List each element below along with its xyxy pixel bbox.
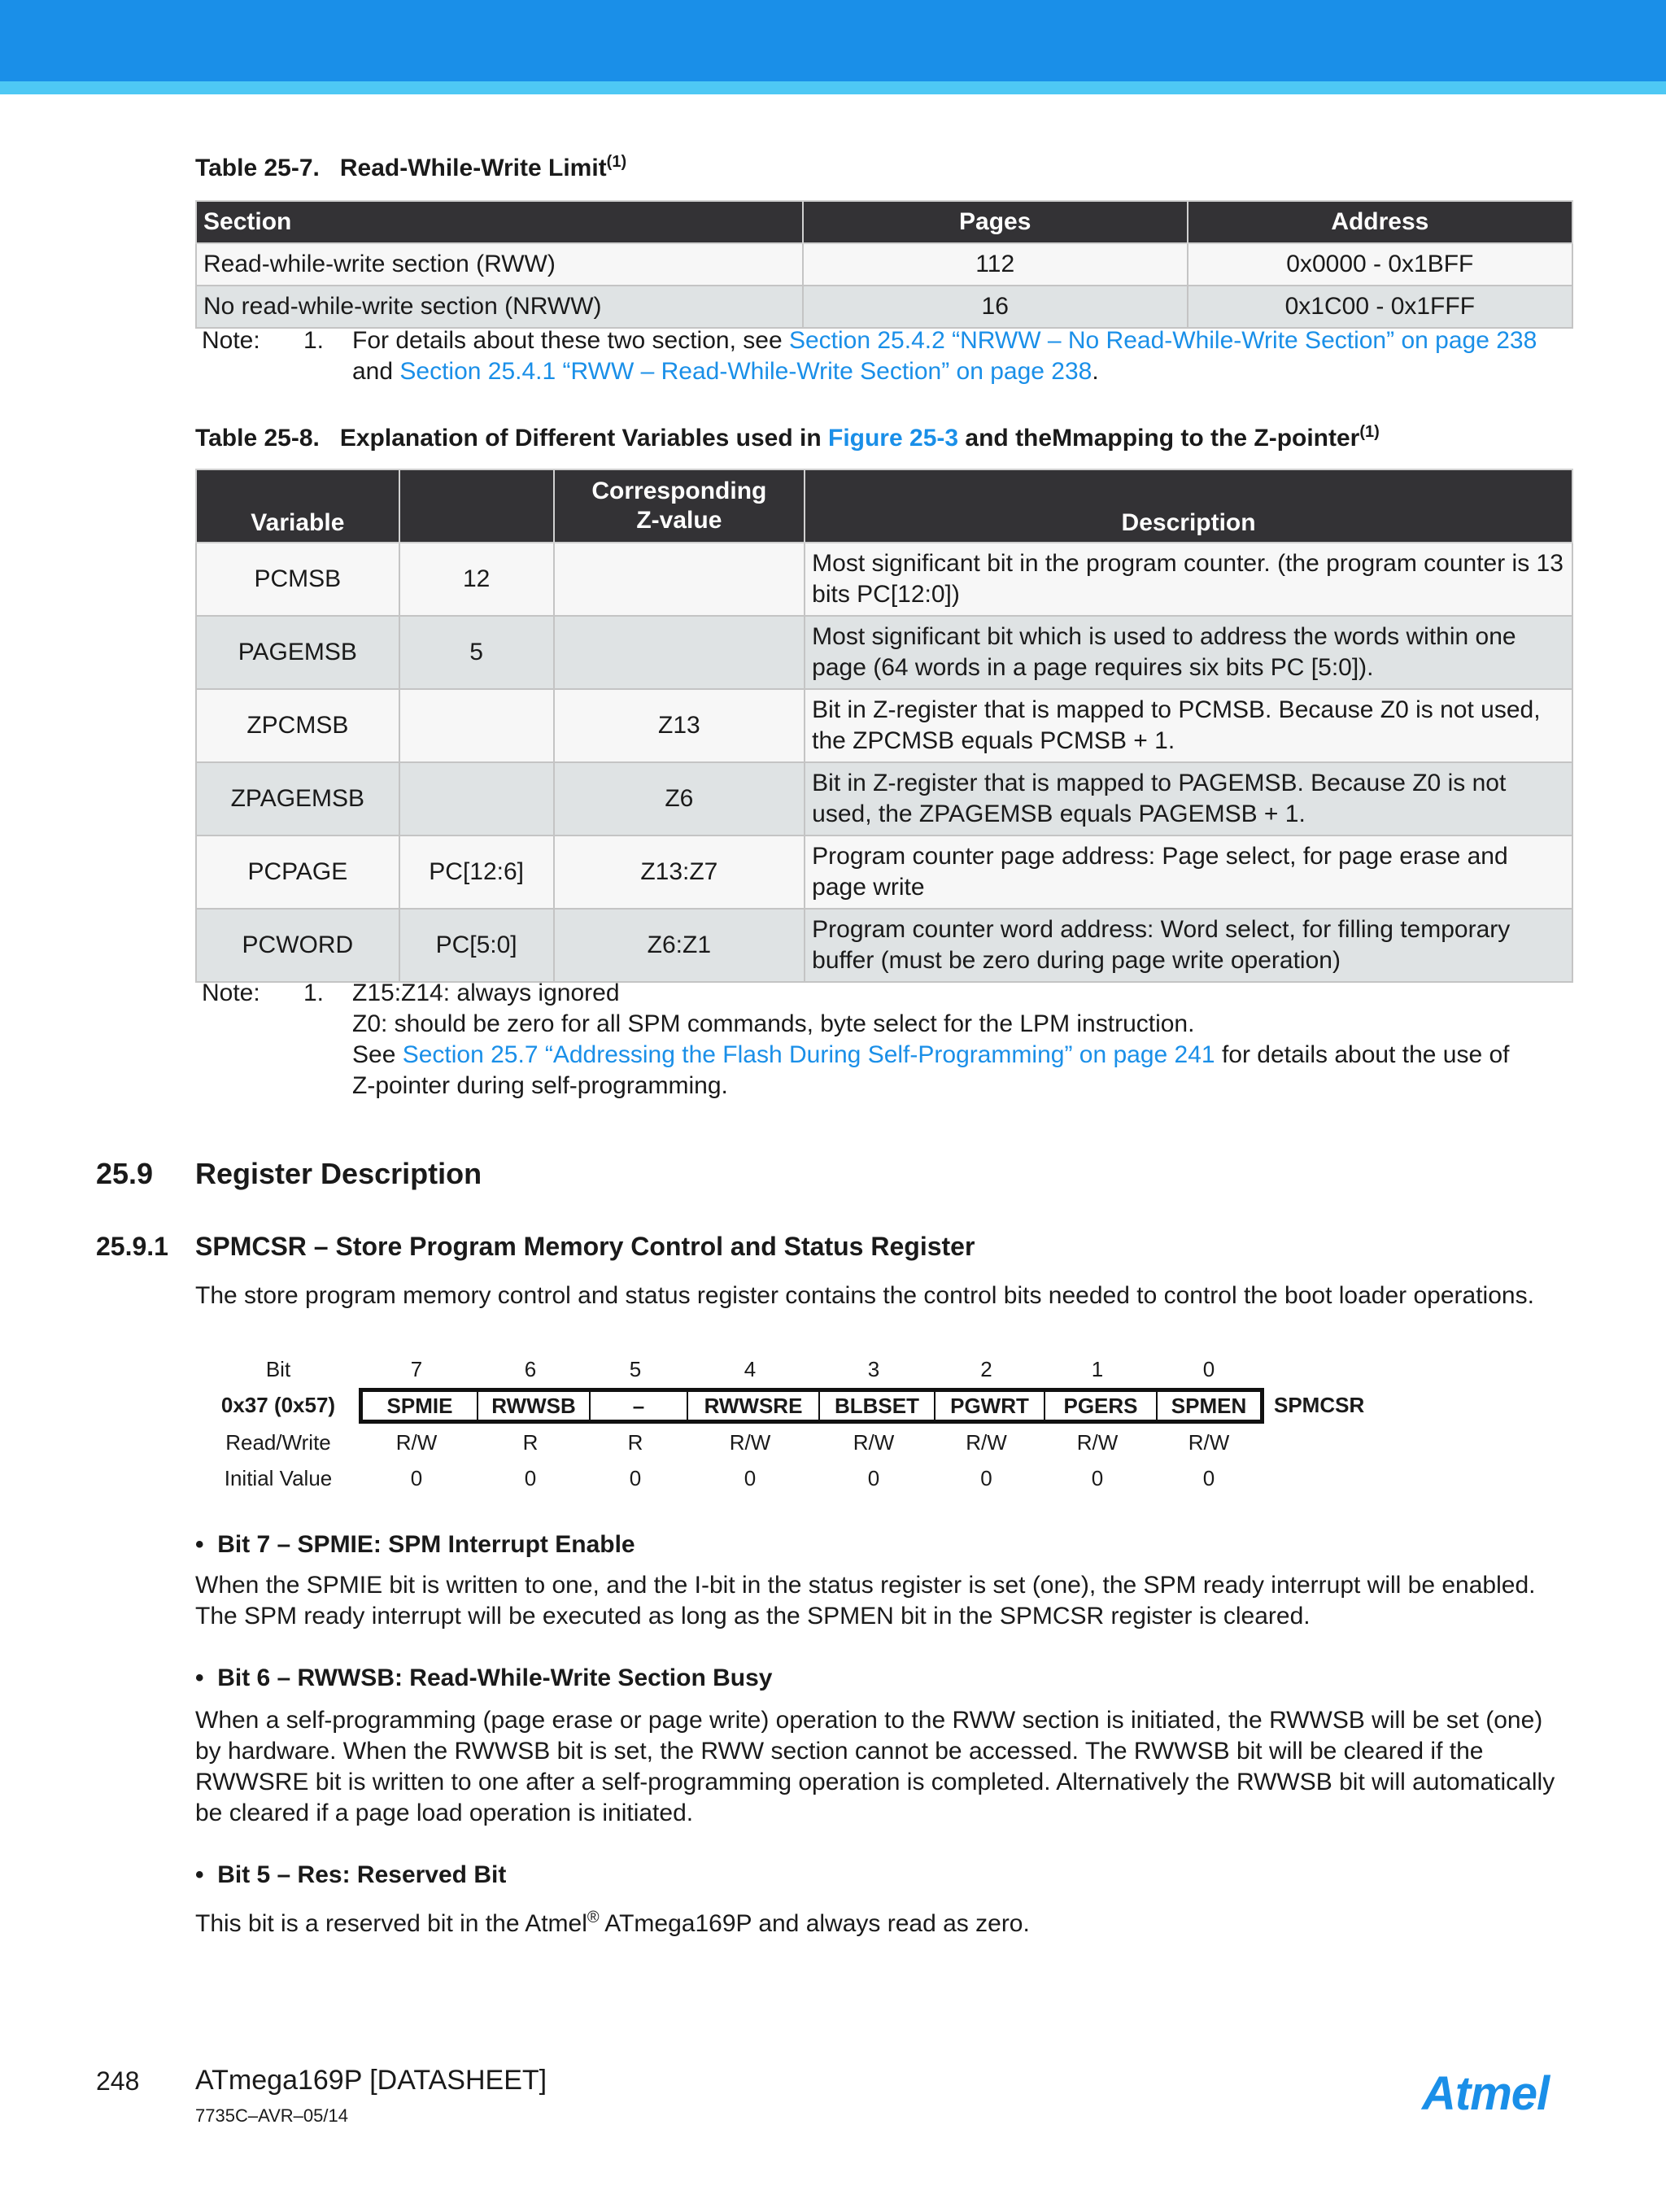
cell-value bbox=[399, 762, 554, 835]
cell-value: PC[5:0] bbox=[399, 909, 554, 982]
register-field-box bbox=[359, 1388, 1264, 1424]
bit-heading-text: Bit 6 – RWWSB: Read-While-Write Section Busy bbox=[217, 1664, 773, 1691]
bit7-heading: • Bit 7 – SPMIE: SPM Interrupt Enable bbox=[195, 1531, 635, 1558]
note-text: See bbox=[352, 1041, 403, 1068]
note-number: 1. bbox=[303, 979, 325, 1006]
cell-pages: 16 bbox=[803, 286, 1188, 328]
caption-text: Read-While-Write Limit bbox=[339, 155, 607, 181]
caption-footnote: (1) bbox=[606, 153, 627, 171]
col-header-address: Address bbox=[1188, 201, 1572, 243]
document-title: ATmega169P [DATASHEET] bbox=[195, 2065, 547, 2096]
initial-value: 0 bbox=[1091, 1466, 1104, 1490]
bit6-description: When a self-programming (page erase or page write) operation to the RWW section is initiated, the RWWSB will be set (one) by hardware. When the RWWSB bit is set, the RWW section cannot be accessed. The RWWSB bit will be cleared if the RWWSRE bit is written to one after a self-programming operation is completed. Alternatively the RWWSB bit will automatically be cleared if a page load operation is initiated. bbox=[195, 1707, 1555, 1826]
note-line: Z0: should be zero for all SPM commands, byte select for the LPM instruction. bbox=[352, 1010, 1195, 1037]
note-line: Z15:Z14: always ignored bbox=[352, 979, 620, 1006]
col-header-empty bbox=[399, 469, 554, 543]
table-header-row bbox=[196, 469, 1572, 543]
table-header-row bbox=[196, 201, 1572, 243]
table-row bbox=[196, 835, 1572, 909]
section-link-nrww[interactable]: Section 25.4.2 “NRWW – No Read-While-Write Section” on page 238 bbox=[788, 327, 1537, 354]
note-label: Note: bbox=[202, 979, 260, 1006]
table-25-8-note bbox=[202, 978, 1585, 1108]
bit-heading-text: Bit 5 – Res: Reserved Bit bbox=[217, 1861, 507, 1888]
caption-prefix: Table 25-8. bbox=[195, 425, 320, 452]
cell-description: Most significant bit which is used to address the words within one page (64 words in a page requires six bits PC [5:0]). bbox=[805, 616, 1572, 689]
caption-prefix: Table 25-7. bbox=[195, 155, 320, 181]
access-value: R/W bbox=[1076, 1430, 1119, 1455]
subsection-number: 25.9.1 bbox=[96, 1232, 168, 1261]
access-value: R/W bbox=[729, 1430, 771, 1455]
note-text: for details about the use of bbox=[1215, 1041, 1510, 1068]
field-rwwsre: RWWSRE bbox=[688, 1392, 820, 1420]
bit-number: 6 bbox=[524, 1357, 537, 1381]
figure-link[interactable]: Figure 25-3 bbox=[828, 425, 959, 452]
table-25-7-note bbox=[202, 325, 1585, 390]
initial-value: 0 bbox=[744, 1466, 757, 1490]
cell-value: 12 bbox=[399, 543, 554, 616]
note-line: Z-pointer during self-programming. bbox=[352, 1072, 728, 1099]
bit5-description bbox=[195, 1902, 1578, 1939]
cell-section: No read-while-write section (NRWW) bbox=[196, 286, 803, 328]
bit-number: 4 bbox=[744, 1357, 757, 1381]
access-value: R bbox=[522, 1430, 539, 1455]
bit6-heading: • Bit 6 – RWWSB: Read-While-Write Section Busy bbox=[195, 1664, 773, 1691]
cell-variable: PCMSB bbox=[196, 543, 399, 616]
cell-description: Bit in Z-register that is mapped to PAGEMSB. Because Z0 is not used, the ZPAGEMSB equals PAGEMSB + 1. bbox=[805, 762, 1572, 835]
subsection-title: SPMCSR – Store Program Memory Control and Status Register bbox=[195, 1232, 975, 1261]
cell-variable: ZPAGEMSB bbox=[196, 762, 399, 835]
caption-footnote: (1) bbox=[1359, 423, 1380, 441]
field-pgers: PGERS bbox=[1045, 1392, 1158, 1420]
bit-number: 5 bbox=[629, 1357, 642, 1381]
cell-address: 0x0000 - 0x1BFF bbox=[1188, 243, 1572, 286]
register-diagram bbox=[0, 1350, 1666, 1497]
bit-number: 3 bbox=[867, 1357, 880, 1381]
header-bar bbox=[0, 0, 1666, 81]
initial-value-label: Initial Value bbox=[224, 1466, 333, 1490]
cell-variable: PCPAGE bbox=[196, 835, 399, 909]
cell-description: Program counter word address: Word select, for filling temporary buffer (must be zero during page write operation) bbox=[805, 909, 1572, 982]
field-reserved: – bbox=[591, 1392, 688, 1420]
registered-mark: ® bbox=[587, 1909, 600, 1926]
cell-variable: ZPCMSB bbox=[196, 689, 399, 762]
initial-value: 0 bbox=[1202, 1466, 1215, 1490]
cell-variable: PCWORD bbox=[196, 909, 399, 982]
bit-number: 2 bbox=[980, 1357, 992, 1381]
note-number: 1. bbox=[303, 327, 325, 354]
col-header-variable: Variable bbox=[196, 469, 399, 543]
initial-value: 0 bbox=[410, 1466, 423, 1490]
table-25-7 bbox=[195, 200, 1573, 329]
cell-z-value bbox=[554, 543, 805, 616]
bit-number: 1 bbox=[1091, 1357, 1104, 1381]
atmel-logo: Atmel bbox=[1422, 2067, 1550, 2120]
register-name: SPMCSR bbox=[1274, 1393, 1365, 1417]
access-value: R/W bbox=[853, 1430, 895, 1455]
field-spmie: SPMIE bbox=[363, 1392, 478, 1420]
bit5-heading: • Bit 5 – Res: Reserved Bit bbox=[195, 1861, 507, 1888]
section-intro: The store program memory control and status register contains the control bits needed to control the boot loader operations. bbox=[195, 1282, 1534, 1309]
cell-pages: 112 bbox=[803, 243, 1188, 286]
section-title: Register Description bbox=[195, 1157, 482, 1190]
initial-value: 0 bbox=[980, 1466, 992, 1490]
bit5-text: ATmega169P and always read as zero. bbox=[599, 1910, 1030, 1937]
bit5-text: This bit is a reserved bit in the Atmel bbox=[195, 1910, 587, 1937]
note-body bbox=[352, 325, 1605, 387]
table-row bbox=[196, 286, 1572, 328]
bit-number: 7 bbox=[410, 1357, 423, 1381]
table-row bbox=[196, 909, 1572, 982]
cell-z-value bbox=[554, 616, 805, 689]
table-25-8-caption bbox=[195, 423, 1380, 452]
note-text: . bbox=[1092, 358, 1099, 385]
cell-address: 0x1C00 - 0x1FFF bbox=[1188, 286, 1572, 328]
register-address: 0x37 (0x57) bbox=[220, 1393, 336, 1417]
document-code: 7735C–AVR–05/14 bbox=[195, 2105, 348, 2126]
table-row bbox=[196, 616, 1572, 689]
cell-value: PC[12:6] bbox=[399, 835, 554, 909]
read-write-label: Read/Write bbox=[225, 1430, 331, 1455]
cell-value: 5 bbox=[399, 616, 554, 689]
cell-value bbox=[399, 689, 554, 762]
note-label: Note: bbox=[202, 327, 260, 354]
caption-text: Explanation of Different Variables used in bbox=[339, 425, 828, 452]
field-blbset: BLBSET bbox=[820, 1392, 935, 1420]
cell-description: Program counter page address: Page select, for page erase and page write bbox=[805, 835, 1572, 909]
table-row bbox=[196, 689, 1572, 762]
cell-z-value: Z13 bbox=[554, 689, 805, 762]
note-text: For details about these two section, see bbox=[352, 327, 789, 354]
section-number: 25.9 bbox=[96, 1157, 154, 1190]
table-row bbox=[196, 543, 1572, 616]
initial-value: 0 bbox=[629, 1466, 642, 1490]
table-row bbox=[196, 243, 1572, 286]
field-spmen: SPMEN bbox=[1171, 1393, 1247, 1418]
field-pgwrt: PGWRT bbox=[935, 1392, 1045, 1420]
access-value: R/W bbox=[395, 1430, 438, 1455]
table-25-8 bbox=[195, 469, 1573, 983]
bit7-description: When the SPMIE bit is written to one, and the I-bit in the status register is set (one), the SPM ready interrupt will be enabled. The SPM ready interrupt will be executed as long as the SPMEN bit in the SPMCSR register is cleared. bbox=[195, 1572, 1536, 1630]
field-rwwsb: RWWSB bbox=[478, 1392, 591, 1420]
col-header-description: Description bbox=[805, 469, 1572, 543]
note-text: and bbox=[352, 358, 400, 385]
cell-section: Read-while-write section (RWW) bbox=[196, 243, 803, 286]
table-row bbox=[196, 762, 1572, 835]
bit-label: Bit bbox=[265, 1357, 291, 1381]
page-number: 248 bbox=[96, 2066, 140, 2096]
cell-z-value: Z13:Z7 bbox=[554, 835, 805, 909]
access-value: R/W bbox=[1188, 1430, 1230, 1455]
col-header-z-value: Corresponding Z-value bbox=[554, 469, 805, 543]
cell-description: Bit in Z-register that is mapped to PCMSB. Because Z0 is not used, the ZPCMSB equals PCMSB + 1. bbox=[805, 689, 1572, 762]
section-link-rww[interactable]: Section 25.4.1 “RWW – Read-While-Write Section” on page 238 bbox=[399, 358, 1092, 385]
table-25-7-caption bbox=[195, 153, 626, 182]
bit-number: 0 bbox=[1202, 1357, 1215, 1381]
section-link-addressing[interactable]: Section 25.7 “Addressing the Flash During Self-Programming” on page 241 bbox=[402, 1041, 1215, 1068]
cell-z-value: Z6 bbox=[554, 762, 805, 835]
bit-heading-text: Bit 7 – SPMIE: SPM Interrupt Enable bbox=[217, 1531, 635, 1558]
initial-value: 0 bbox=[524, 1466, 537, 1490]
caption-text: and theMmapping to the Z-pointer bbox=[958, 425, 1360, 452]
cell-variable: PAGEMSB bbox=[196, 616, 399, 689]
header-stripe bbox=[0, 81, 1666, 94]
note-line bbox=[352, 1040, 1605, 1071]
initial-value: 0 bbox=[867, 1466, 880, 1490]
note-body bbox=[352, 978, 1605, 1102]
col-header-pages: Pages bbox=[803, 201, 1188, 243]
cell-description: Most significant bit in the program counter. (the program counter is 13 bits PC[12:0]) bbox=[805, 543, 1572, 616]
col-header-section: Section bbox=[196, 201, 803, 243]
cell-z-value: Z6:Z1 bbox=[554, 909, 805, 982]
access-value: R bbox=[627, 1430, 643, 1455]
access-value: R/W bbox=[966, 1430, 1007, 1455]
